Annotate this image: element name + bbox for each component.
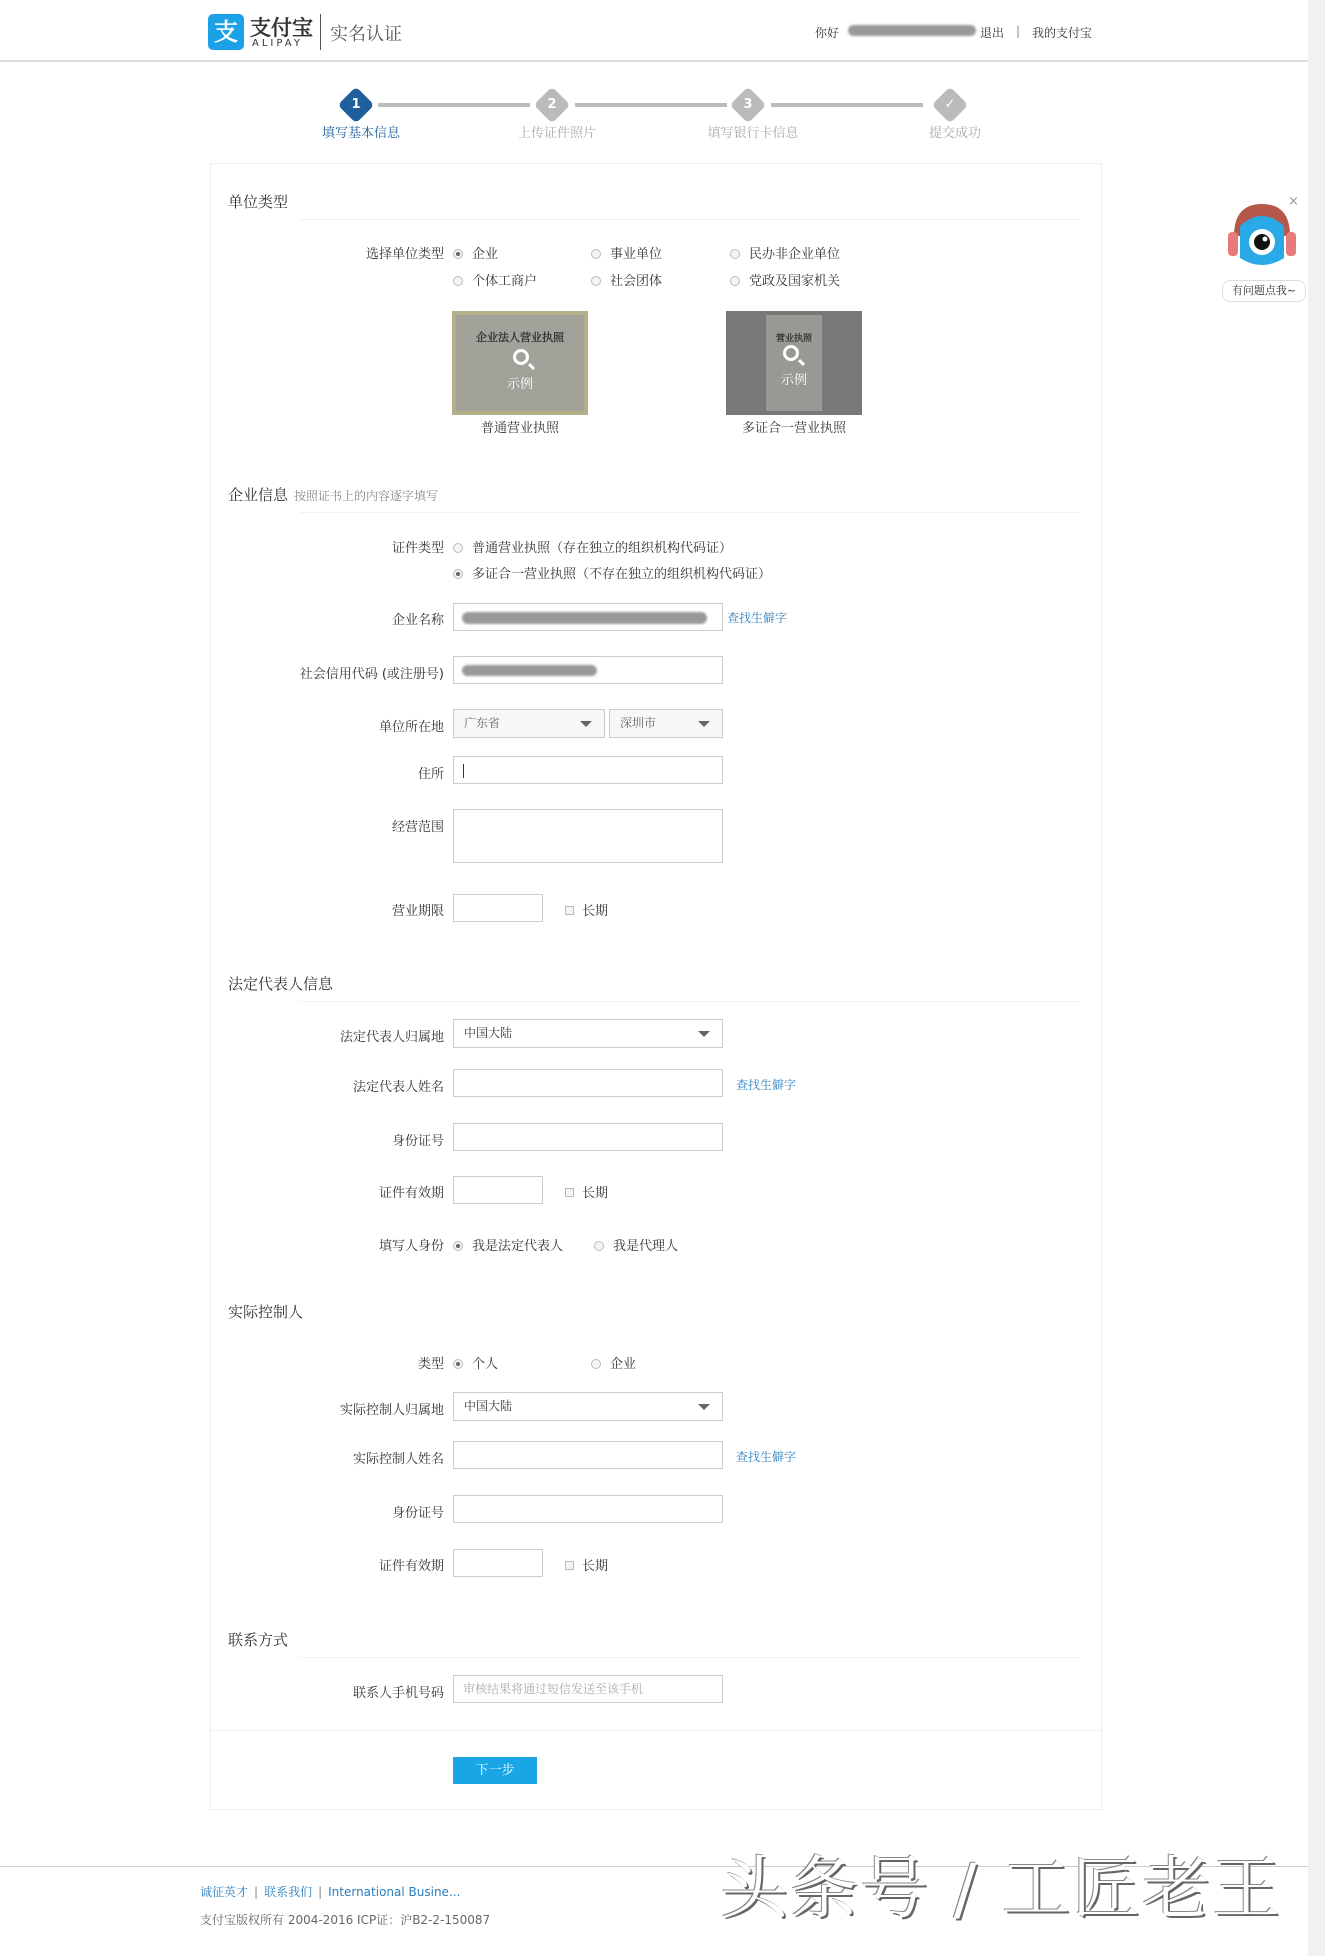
- controller-region-select[interactable]: 中国大陆: [453, 1392, 723, 1421]
- business-scope-textarea[interactable]: [453, 809, 723, 863]
- section-company-info: 企业信息 按照证书上的内容逐字填写: [228, 486, 439, 504]
- controller-validity-label: 证件有效期: [378, 1559, 444, 1574]
- divider: [300, 512, 1080, 513]
- controller-name-input[interactable]: [453, 1441, 723, 1469]
- legal-id-input[interactable]: [453, 1123, 723, 1151]
- radio-controller-enterprise[interactable]: 企业: [591, 1353, 636, 1372]
- footer-link-international[interactable]: International Busine...: [328, 1885, 461, 1899]
- chevron-down-icon: [698, 1031, 710, 1037]
- controller-long-term-checkbox[interactable]: 长期: [565, 1555, 608, 1574]
- city-select[interactable]: 深圳市: [609, 709, 723, 738]
- example-license-multi[interactable]: [726, 311, 862, 415]
- step-connector: [771, 103, 923, 107]
- copyright: 支付宝版权所有 2004-2016 ICP证：沪B2-2-150087: [200, 1913, 491, 1927]
- legal-long-term-checkbox[interactable]: 长期: [565, 1182, 608, 1201]
- legal-name-label: 法定代表人姓名: [352, 1080, 444, 1095]
- step-done-check-icon: ✓: [932, 87, 969, 124]
- helper-bubble[interactable]: 有问题点我~: [1222, 280, 1306, 302]
- controller-name-label: 实际控制人姓名: [352, 1452, 444, 1467]
- controller-id-label: 身份证号: [391, 1506, 444, 1521]
- lookup-rare-char-link[interactable]: 查找生僻字: [736, 1078, 797, 1092]
- business-scope-label: 经营范围: [391, 820, 444, 835]
- step-1-label: 填写基本信息: [321, 126, 400, 141]
- lookup-rare-char-link[interactable]: 查找生僻字: [727, 611, 788, 625]
- example-doc-title: 营业执照: [775, 334, 812, 344]
- radio-institution[interactable]: 事业单位: [591, 243, 662, 262]
- section-legal-rep: 法定代表人信息: [228, 975, 334, 993]
- next-button[interactable]: 下一步: [453, 1757, 537, 1784]
- province-select[interactable]: 广东省: [453, 709, 605, 738]
- company-name-input[interactable]: [453, 603, 723, 631]
- location-label: 单位所在地: [378, 720, 444, 735]
- chevron-down-icon: [698, 1404, 710, 1410]
- divider: [300, 1001, 1080, 1002]
- divider: [300, 219, 1080, 220]
- chevron-down-icon: [580, 721, 592, 727]
- alipay-logo-icon: 支: [208, 14, 244, 50]
- controller-validity-input[interactable]: [453, 1549, 543, 1577]
- logo-divider: [320, 14, 321, 50]
- example-license-normal[interactable]: [452, 311, 588, 415]
- watermark: 头条号 / 工匠老王: [720, 1850, 1283, 1929]
- footer-link-contact[interactable]: 联系我们: [264, 1885, 313, 1899]
- username-redacted: [848, 25, 976, 36]
- radio-government[interactable]: 党政及国家机关: [730, 270, 840, 289]
- example-overlay-label: 示例: [506, 377, 533, 392]
- step-2-icon: 2: [534, 87, 571, 124]
- radio-controller-person[interactable]: 个人: [453, 1353, 498, 1372]
- form-panel: [210, 163, 1102, 1810]
- step-4-label: 提交成功: [928, 126, 981, 141]
- example-caption: 多证合一营业执照: [741, 421, 846, 436]
- divider: [211, 1730, 1101, 1731]
- controller-id-input[interactable]: [453, 1495, 723, 1523]
- address-label: 住所: [417, 767, 444, 782]
- radio-cert-normal[interactable]: 普通营业执照（存在独立的组织机构代码证）: [453, 537, 732, 556]
- section-unit-type: 单位类型: [228, 193, 289, 211]
- radio-i-am-legal-rep[interactable]: 我是法定代表人: [453, 1235, 563, 1254]
- radio-i-am-agent[interactable]: 我是代理人: [594, 1235, 678, 1254]
- magnifier-icon: [513, 349, 529, 365]
- phone-label: 联系人手机号码: [352, 1686, 444, 1701]
- radio-cert-multi[interactable]: 多证合一营业执照（不存在独立的组织机构代码证）: [453, 563, 771, 582]
- divider: [300, 1657, 1080, 1658]
- unit-type-label: 选择单位类型: [365, 247, 444, 262]
- legal-region-select[interactable]: 中国大陆: [453, 1019, 723, 1048]
- controller-type-label: 类型: [417, 1357, 444, 1372]
- radio-social-group[interactable]: 社会团体: [591, 270, 662, 289]
- logout-link[interactable]: 退出: [980, 26, 1005, 40]
- example-caption: 普通营业执照: [480, 421, 559, 436]
- my-alipay-link[interactable]: 我的支付宝: [1032, 26, 1093, 40]
- section-controller: 实际控制人: [228, 1303, 304, 1321]
- radio-private-nonenterprise[interactable]: 民办非企业单位: [730, 243, 840, 262]
- phone-input[interactable]: 审核结果将通过短信发送至该手机: [453, 1675, 723, 1703]
- step-2-label: 上传证件照片: [517, 126, 596, 141]
- example-overlay-label: 示例: [780, 373, 807, 388]
- credit-code-label: 社会信用代码 (或注册号): [299, 667, 444, 682]
- page-title: 实名认证: [330, 24, 402, 45]
- legal-validity-label: 证件有效期: [378, 1186, 444, 1201]
- step-connector: [575, 103, 727, 107]
- filler-identity-label: 填写人身份: [378, 1239, 444, 1254]
- step-1-icon: 1: [338, 87, 375, 124]
- step-3-icon: 3: [730, 87, 767, 124]
- radio-individual-business[interactable]: 个体工商户: [453, 270, 537, 289]
- long-term-checkbox[interactable]: 长期: [565, 900, 608, 919]
- footer-link-careers[interactable]: 诚征英才: [200, 1885, 249, 1899]
- address-input[interactable]: [453, 756, 723, 784]
- logo-text: 支付宝: [250, 16, 313, 40]
- credit-code-input[interactable]: [453, 656, 723, 684]
- radio-enterprise[interactable]: 企业: [453, 243, 498, 262]
- step-3-label: 填写银行卡信息: [707, 126, 799, 141]
- footer-links: 诚征英才 | 联系我们 | International Busine...: [200, 1885, 461, 1899]
- company-name-label: 企业名称: [391, 613, 444, 628]
- scrollbar[interactable]: [1308, 0, 1325, 1956]
- lookup-rare-char-link[interactable]: 查找生僻字: [736, 1450, 797, 1464]
- controller-region-label: 实际控制人归属地: [339, 1403, 444, 1418]
- close-helper-icon[interactable]: ×: [1288, 194, 1299, 209]
- greeting: 你好: [815, 26, 840, 40]
- section-contact: 联系方式: [228, 1631, 289, 1649]
- legal-region-label: 法定代表人归属地: [339, 1030, 444, 1045]
- magnifier-icon: [783, 345, 799, 361]
- example-doc-title: 企业法人营业执照: [476, 331, 564, 344]
- business-term-label: 营业期限: [391, 904, 444, 919]
- step-connector: [378, 103, 530, 107]
- legal-name-input[interactable]: [453, 1069, 723, 1097]
- business-term-input[interactable]: [453, 894, 543, 922]
- logo-en: ALIPAY: [252, 38, 303, 49]
- header-separator: |: [1016, 24, 1021, 38]
- chevron-down-icon: [698, 721, 710, 727]
- legal-validity-input[interactable]: [453, 1176, 543, 1204]
- cert-type-label: 证件类型: [391, 541, 444, 556]
- legal-id-label: 身份证号: [391, 1134, 444, 1149]
- header: [0, 0, 1308, 62]
